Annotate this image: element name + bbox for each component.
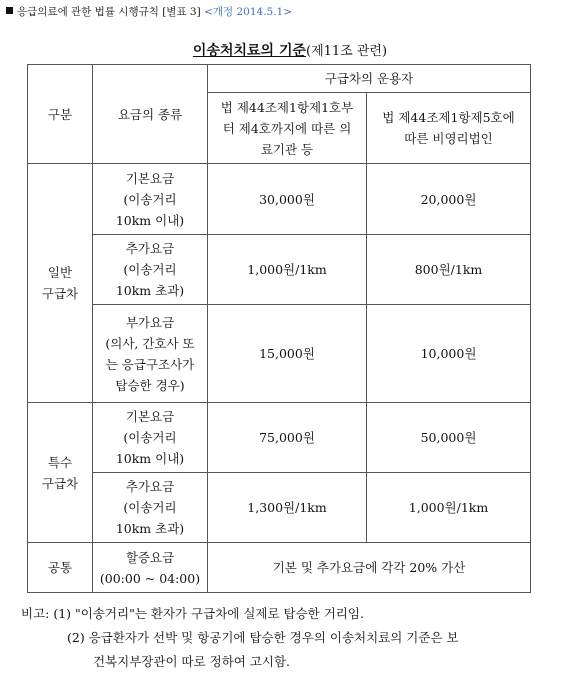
- fee-type-cell: [93, 305, 208, 403]
- title-sub: (제11조 관련): [306, 44, 388, 59]
- fee-value-b: 10,000원: [367, 305, 531, 403]
- fee-value-a: 15,000원: [208, 305, 367, 403]
- fee-line: 할증요금: [125, 549, 175, 565]
- table-row: [28, 164, 531, 235]
- fee-value-a: 1,300원/1km: [208, 473, 367, 543]
- fee-type-cell: [93, 543, 208, 593]
- header-operator-b: [367, 93, 531, 164]
- header-operator-a: [208, 93, 367, 164]
- table-row: [28, 305, 531, 403]
- table-row: [28, 403, 531, 473]
- operator-b-line: 법 제44조제1항제5호에: [382, 110, 515, 125]
- fee-type-cell: [93, 403, 208, 473]
- operator-a-line: 법 제44조제1항제1호부: [220, 99, 354, 115]
- fee-line: (이송거리: [123, 430, 177, 445]
- operator-b-line: 따른 비영리법인: [404, 131, 493, 146]
- fee-line: 부가요금: [125, 314, 175, 330]
- note-line-3: 건복지부장관이 따로 정하여 고시함.: [93, 654, 291, 669]
- fee-value-b: 20,000원: [367, 164, 531, 235]
- fee-type-cell: [93, 473, 208, 543]
- fee-line: 10km 이내): [115, 212, 185, 228]
- fee-line: 기본요금: [125, 409, 175, 424]
- fee-value-a: 75,000원: [208, 403, 367, 473]
- fee-line: 10km 초과): [115, 521, 185, 536]
- square-bullet-icon: [6, 7, 13, 14]
- fee-value-b: 50,000원: [367, 403, 531, 473]
- header-text: 응급의료에 관한 법률 시행규칙 [별표 3]: [17, 6, 201, 18]
- table-row: [28, 473, 531, 543]
- category-label: 구급차: [41, 475, 79, 491]
- fee-line: (이송거리: [123, 262, 177, 277]
- category-general: [28, 164, 93, 403]
- fee-type-cell: [93, 235, 208, 305]
- fee-line: 추가요금: [125, 479, 175, 494]
- fee-line: 10km 초과): [115, 283, 185, 298]
- common-surcharge-value: 기본 및 추가요금에 각각 20% 가산: [208, 543, 531, 593]
- category-common: 공통: [28, 543, 93, 593]
- fee-line: (이송거리: [123, 191, 177, 207]
- note-line-1: 비고: (1) "이송거리"는 환자가 구급차에 실제로 탑승한 거리임.: [21, 606, 364, 621]
- table-row: [28, 543, 531, 593]
- category-label: 구급차: [41, 286, 79, 301]
- fee-value-a: 1,000원/1km: [208, 235, 367, 305]
- operator-a-line: 터 제4호까지에 따른 의: [222, 120, 352, 136]
- note-line-2: (2) 응급환자가 선박 및 항공기에 탑승한 경우의 이송처치료의 기준은 보: [67, 630, 459, 645]
- category-label: 일반: [47, 265, 73, 280]
- notes: [21, 602, 459, 674]
- fee-line: (의사, 간호사 또: [105, 335, 195, 351]
- fee-line: (00:00 ~ 04:00): [99, 570, 201, 586]
- fee-value-b: 800원/1km: [367, 235, 531, 305]
- fee-line: (이송거리: [123, 500, 177, 515]
- header-operator-group: 구급차의 운용자: [208, 65, 531, 93]
- fee-line: 10km 이내): [115, 451, 185, 466]
- fee-line: 추가요금: [125, 241, 175, 256]
- document-header: [6, 4, 292, 19]
- fee-value-a: 30,000원: [208, 164, 367, 235]
- fee-line: 탑승한 경우): [115, 377, 185, 393]
- header-category: 구분: [28, 65, 93, 164]
- fee-type-cell: [93, 164, 208, 235]
- operator-a-line: 료기관 등: [260, 141, 314, 157]
- page-title: [0, 40, 580, 60]
- category-special: [28, 403, 93, 543]
- header-row-1: [28, 65, 531, 93]
- header-fee-type: 요금의 종류: [93, 65, 208, 164]
- table-row: [28, 235, 531, 305]
- title-main: 이송처치료의 기준: [192, 43, 306, 59]
- fee-line: 는 응급구조사가: [105, 356, 195, 372]
- fee-value-b: 1,000원/1km: [367, 473, 531, 543]
- category-label: 특수: [47, 454, 73, 470]
- fee-table: [27, 64, 531, 593]
- fee-line: 기본요금: [125, 170, 175, 186]
- revision-note: <개정 2014.5.1>: [204, 6, 293, 18]
